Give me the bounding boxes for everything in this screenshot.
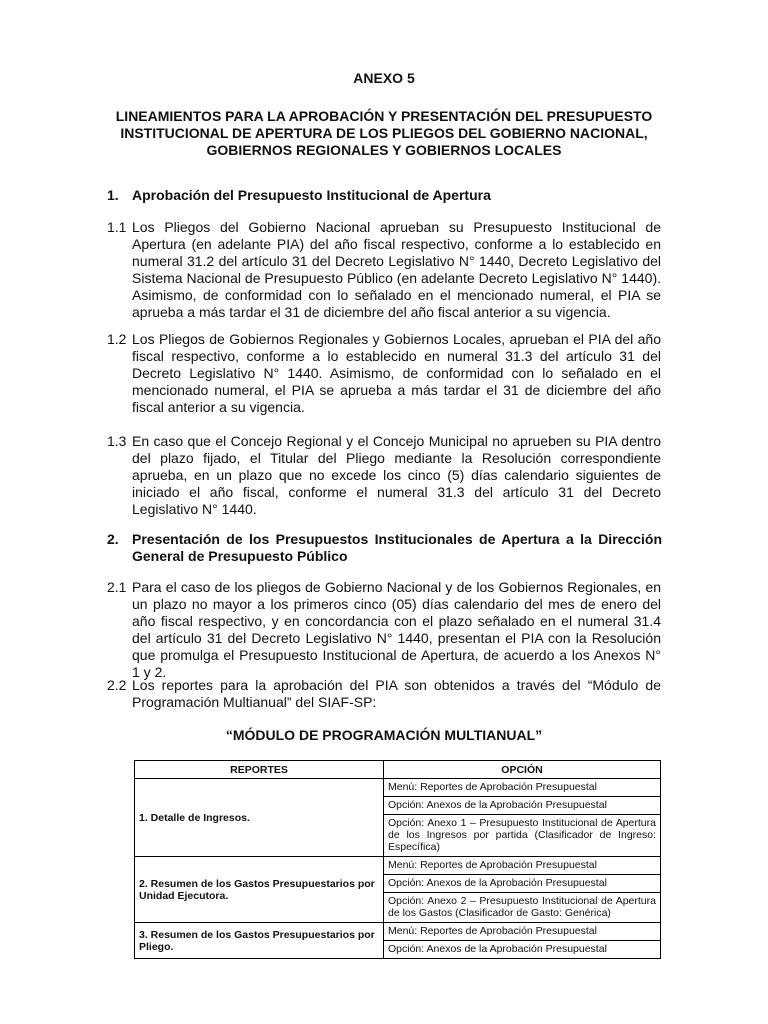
section-1-heading [107, 187, 662, 204]
paragraph-1-2 [107, 331, 661, 416]
paragraph-2-2 [107, 677, 661, 711]
paragraph-text: Los reportes para la aprobación del PIA son obtenidos a través del “Módulo de Programación Multianual” del SIAF-SP: [132, 677, 661, 710]
paragraph-text: Los Pliegos de Gobiernos Regionales y Gobiernos Locales, aprueban el PIA del año fiscal respectivo, conforme a lo establecido en numeral 31.3 del artículo 31 del Decreto Legislativo N° 1440. Asimismo, de conformidad con lo señalado en el mencionado numeral, el PIA se aprueba a más tardar el 31 de diciembre del año fiscal anterior a su vigencia. [132, 331, 661, 415]
table-row [135, 923, 661, 959]
report-name: 3. Resumen de los Gastos Presupuestarios por Pliego. [135, 923, 384, 959]
option-line: Menú: Reportes de Aprobación Presupuestal [388, 781, 597, 793]
paragraph-number: 1.2 [107, 331, 127, 347]
paragraph-number: 2.1 [107, 579, 127, 595]
paragraph-text: Para el caso de los pliegos de Gobierno Nacional y de los Gobiernos Regionales, en un plazo no mayor a los primeros cinco (05) días calendario del mes de enero del año fiscal respectivo, y en concordancia con el plazo señalado en el numeral 31.4 del artículo 31 del Decreto Legislativo N° 1440, presentan el PIA con la Resolución que promulga el Presupuesto Institucional de Apertura, de acuerdo a los Anexos N° 1 y 2. [132, 579, 661, 680]
paragraph-1-3 [107, 433, 661, 518]
table-header-row [135, 761, 661, 779]
option-line: Opción: Anexo 1 – Presupuesto Institucional de Apertura de los Ingresos por partida (Clasificador de Ingreso: Específica) [384, 814, 660, 856]
annex-title: ANEXO 5 [353, 70, 415, 86]
report-options [384, 857, 661, 923]
module-title: “MÓDULO DE PROGRAMACIÓN MULTIANUAL” [225, 727, 543, 743]
option-line: Opción: Anexos de la Aprobación Presupuestal [384, 796, 660, 814]
option-line: Menú: Reportes de Aprobación Presupuestal [388, 925, 597, 937]
report-name: 1. Detalle de Ingresos. [135, 779, 384, 857]
header-reportes: REPORTES [135, 761, 384, 779]
paragraph-text: En caso que el Concejo Regional y el Concejo Municipal no aprueben su PIA dentro del plazo fijado, el Titular del Pliego mediante la Resolución correspondiente aprueba, en un plazo que no excede los cinco (5) días calendario siguientes de iniciado el año fiscal, conforme el numeral 31.3 del artículo 31 del Decreto Legislativo N° 1440. [132, 433, 661, 517]
reports-table [134, 760, 661, 959]
option-line: Opción: Anexo 2 – Presupuesto Institucional de Apertura de los Gastos (Clasificador de Gasto: Genérica) [384, 892, 660, 922]
header-opcion: OPCIÓN [384, 761, 661, 779]
report-name: 2. Resumen de los Gastos Presupuestarios por Unidad Ejecutora. [135, 857, 384, 923]
section-2-title: Presentación de los Presupuestos Institucionales de Apertura a la Dirección General de Presupuesto Público [132, 531, 662, 564]
option-line: Opción: Anexos de la Aprobación Presupuestal [384, 874, 660, 892]
section-2-heading [107, 531, 662, 565]
paragraph-number: 1.3 [107, 433, 127, 449]
paragraph-number: 2.2 [107, 677, 127, 693]
table-row [135, 857, 661, 923]
option-line: Opción: Anexos de la Aprobación Presupuestal [384, 940, 660, 958]
paragraph-text: Los Pliegos del Gobierno Nacional aprueban su Presupuesto Institucional de Apertura (en adelante PIA) del año fiscal respectivo, conforme a lo establecido en numeral 31.2 del artículo 31 del Decreto Legislativo N° 1440, Decreto Legislativo del Sistema Nacional de Presupuesto Público (en adelante Decreto Legislativo N° 1440). Asimismo, de conformidad con lo señalado en el mencionado numeral, el PIA se aprueba a más tardar el 31 de diciembre del año fiscal anterior a su vigencia. [132, 219, 661, 320]
report-options [384, 779, 661, 857]
section-1-title: Aprobación del Presupuesto Institucional de Apertura [132, 187, 491, 203]
section-2-number: 2. [107, 531, 119, 547]
main-title: LINEAMIENTOS PARA LA APROBACIÓN Y PRESENTACIÓN DEL PRESUPUESTO INSTITUCIONAL DE APERTURA DE LOS PLIEGOS DEL GOBIERNO NACIONAL, GOBIERNOS REGIONALES Y GOBIERNOS LOCALES [115, 108, 653, 158]
paragraph-2-1 [107, 579, 661, 681]
report-options [384, 923, 661, 959]
paragraph-number: 1.1 [107, 219, 127, 235]
option-line: Menú: Reportes de Aprobación Presupuestal [388, 859, 597, 871]
section-1-number: 1. [107, 187, 119, 203]
paragraph-1-1 [107, 219, 661, 321]
table-row [135, 779, 661, 857]
